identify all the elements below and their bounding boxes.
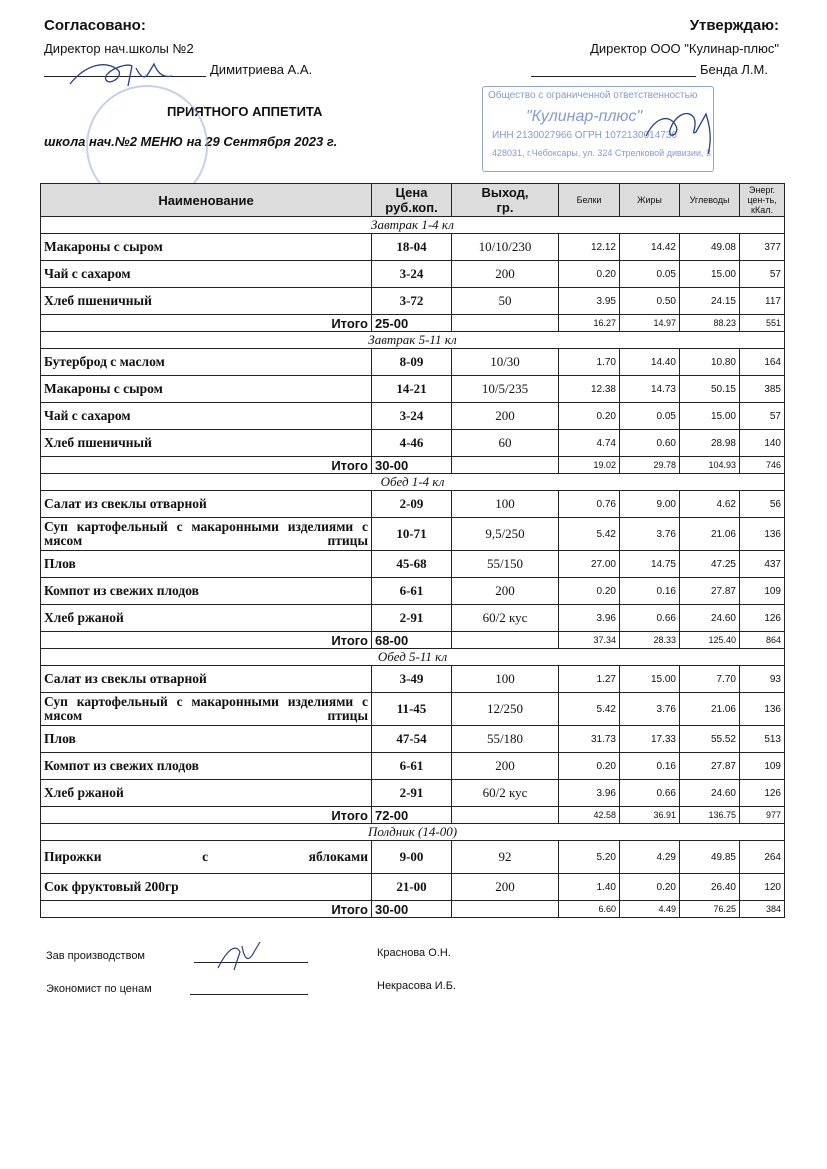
menu-body — [41, 217, 785, 918]
dish-fat: 0.50 — [620, 288, 680, 315]
total-carbs: 76.25 — [680, 901, 740, 918]
dish-price: 10-71 — [372, 518, 452, 551]
dish-output: 55/150 — [452, 551, 559, 578]
menu-title: школа нач.№2 МЕНЮ на 29 Сентября 2023 г. — [44, 134, 338, 149]
dish-output: 100 — [452, 666, 559, 693]
dish-protein: 5.20 — [559, 841, 620, 874]
table-row — [41, 578, 785, 605]
total-fat: 28.33 — [620, 632, 680, 649]
table-row — [41, 666, 785, 693]
dish-name: Суп картофельный с макаронными изделиями с мясом птицы — [41, 518, 372, 551]
dish-price: 2-91 — [372, 605, 452, 632]
dish-price: 21-00 — [372, 874, 452, 901]
dish-energy: 109 — [740, 753, 785, 780]
dish-name: Хлеб ржаной — [41, 780, 372, 807]
total-row — [41, 901, 785, 918]
dish-fat: 14.75 — [620, 551, 680, 578]
dish-name: Салат из свеклы отварной — [41, 666, 372, 693]
dish-output: 60 — [452, 430, 559, 457]
dish-name: Чай с сахаром — [41, 261, 372, 288]
dish-output: 50 — [452, 288, 559, 315]
dish-carbs: 15.00 — [680, 403, 740, 430]
dish-fat: 0.16 — [620, 753, 680, 780]
dish-name: Салат из свеклы отварной — [41, 491, 372, 518]
dish-protein: 3.96 — [559, 780, 620, 807]
dish-name: Пирожки с яблоками — [41, 841, 372, 874]
dish-name: Плов — [41, 726, 372, 753]
dish-output: 12/250 — [452, 693, 559, 726]
total-protein: 6.60 — [559, 901, 620, 918]
dish-name: Макароны с сыром — [41, 376, 372, 403]
dish-energy: 56 — [740, 491, 785, 518]
dish-energy: 136 — [740, 518, 785, 551]
dish-energy: 57 — [740, 261, 785, 288]
dish-carbs: 50.15 — [680, 376, 740, 403]
dish-output: 10/10/230 — [452, 234, 559, 261]
table-row — [41, 605, 785, 632]
total-price: 30-00 — [372, 901, 452, 918]
dish-fat: 0.66 — [620, 780, 680, 807]
dish-fat: 9.00 — [620, 491, 680, 518]
dish-output: 200 — [452, 403, 559, 430]
dish-price: 45-68 — [372, 551, 452, 578]
dish-output: 100 — [452, 491, 559, 518]
dish-protein: 12.38 — [559, 376, 620, 403]
section-title: Полдник (14-00) — [41, 824, 785, 841]
total-output — [452, 632, 559, 649]
total-price: 72-00 — [372, 807, 452, 824]
dish-carbs: 24.15 — [680, 288, 740, 315]
economist-signature-line — [190, 994, 308, 995]
dish-protein: 0.20 — [559, 261, 620, 288]
dish-energy: 126 — [740, 780, 785, 807]
confirm-role: Директор ООО "Кулинар-плюс" — [590, 41, 779, 56]
total-row — [41, 315, 785, 332]
total-energy: 384 — [740, 901, 785, 918]
dish-fat: 0.16 — [620, 578, 680, 605]
total-fat: 14.97 — [620, 315, 680, 332]
dish-name: Компот из свежих плодов — [41, 578, 372, 605]
dish-price: 3-49 — [372, 666, 452, 693]
dish-protein: 0.20 — [559, 578, 620, 605]
dish-fat: 0.66 — [620, 605, 680, 632]
table-row — [41, 261, 785, 288]
table-row — [41, 491, 785, 518]
dish-price: 47-54 — [372, 726, 452, 753]
dish-carbs: 55.52 — [680, 726, 740, 753]
dish-protein: 3.95 — [559, 288, 620, 315]
table-row — [41, 753, 785, 780]
stamp-line-2: "Кулинар-плюс" — [526, 108, 643, 125]
dish-carbs: 24.60 — [680, 780, 740, 807]
total-protein: 37.34 — [559, 632, 620, 649]
dish-energy: 385 — [740, 376, 785, 403]
dish-energy: 513 — [740, 726, 785, 753]
dish-fat: 14.42 — [620, 234, 680, 261]
dish-protein: 1.27 — [559, 666, 620, 693]
dish-protein: 1.40 — [559, 874, 620, 901]
dish-protein: 0.20 — [559, 403, 620, 430]
section-row — [41, 332, 785, 349]
table-row — [41, 288, 785, 315]
dish-carbs: 49.85 — [680, 841, 740, 874]
dish-output: 200 — [452, 753, 559, 780]
dish-fat: 0.60 — [620, 430, 680, 457]
dish-name: Макароны с сыром — [41, 234, 372, 261]
table-row — [41, 518, 785, 551]
dish-carbs: 28.98 — [680, 430, 740, 457]
dish-energy: 164 — [740, 349, 785, 376]
total-price: 30-00 — [372, 457, 452, 474]
total-fat: 29.78 — [620, 457, 680, 474]
table-row — [41, 376, 785, 403]
dish-protein: 1.70 — [559, 349, 620, 376]
dish-carbs: 21.06 — [680, 693, 740, 726]
dish-carbs: 27.87 — [680, 753, 740, 780]
dish-energy: 437 — [740, 551, 785, 578]
table-row — [41, 726, 785, 753]
col-energy: Энерг. цен-ть, кКал. — [740, 184, 785, 217]
section-title: Обед 1-4 кл — [41, 474, 785, 491]
dish-energy: 377 — [740, 234, 785, 261]
dish-name: Суп картофельный с макаронными изделиями с мясом птицы — [41, 693, 372, 726]
dish-price: 4-46 — [372, 430, 452, 457]
dish-carbs: 21.06 — [680, 518, 740, 551]
dish-energy: 136 — [740, 693, 785, 726]
table-row — [41, 234, 785, 261]
dish-protein: 0.20 — [559, 753, 620, 780]
stamp-line-4: 428031, г.Чебоксары, ул. 324 Стрелковой дивизии, 3 — [492, 148, 711, 158]
col-protein: Белки — [559, 184, 620, 217]
menu-table — [40, 183, 785, 918]
total-output — [452, 807, 559, 824]
dish-protein: 0.76 — [559, 491, 620, 518]
dish-fat: 0.20 — [620, 874, 680, 901]
total-label: Итого — [41, 901, 372, 918]
total-carbs: 125.40 — [680, 632, 740, 649]
dish-output: 9,5/250 — [452, 518, 559, 551]
total-label: Итого — [41, 807, 372, 824]
table-row — [41, 430, 785, 457]
dish-carbs: 27.87 — [680, 578, 740, 605]
dish-energy: 57 — [740, 403, 785, 430]
dish-fat: 15.00 — [620, 666, 680, 693]
total-price: 25-00 — [372, 315, 452, 332]
production-head-label: Зав производством — [46, 950, 145, 962]
economist-name: Некрасова И.Б. — [377, 980, 456, 992]
dish-energy: 126 — [740, 605, 785, 632]
dish-output: 200 — [452, 874, 559, 901]
total-output — [452, 315, 559, 332]
total-row — [41, 807, 785, 824]
section-row — [41, 824, 785, 841]
col-price: Цена руб.коп. — [372, 184, 452, 217]
dish-name: Хлеб ржаной — [41, 605, 372, 632]
total-protein: 42.58 — [559, 807, 620, 824]
dish-price: 18-04 — [372, 234, 452, 261]
dish-carbs: 7.70 — [680, 666, 740, 693]
dish-price: 11-45 — [372, 693, 452, 726]
dish-name: Сок фруктовый 200гр — [41, 874, 372, 901]
dish-fat: 14.40 — [620, 349, 680, 376]
col-name: Наименование — [41, 184, 372, 217]
approved-name: Димитриева А.А. — [210, 62, 313, 77]
section-title: Завтрак 1-4 кл — [41, 217, 785, 234]
dish-price: 2-09 — [372, 491, 452, 518]
total-output — [452, 901, 559, 918]
dish-protein: 31.73 — [559, 726, 620, 753]
col-carbs: Углеводы — [680, 184, 740, 217]
dish-name: Чай с сахаром — [41, 403, 372, 430]
dish-energy: 117 — [740, 288, 785, 315]
dish-name: Бутерброд с маслом — [41, 349, 372, 376]
dish-name: Хлеб пшеничный — [41, 288, 372, 315]
dish-carbs: 10.80 — [680, 349, 740, 376]
dish-price: 3-24 — [372, 403, 452, 430]
dish-output: 200 — [452, 578, 559, 605]
dish-protein: 5.42 — [559, 693, 620, 726]
total-row — [41, 457, 785, 474]
dish-carbs: 47.25 — [680, 551, 740, 578]
dish-price: 6-61 — [372, 578, 452, 605]
dish-output: 60/2 кус — [452, 605, 559, 632]
dish-energy: 109 — [740, 578, 785, 605]
confirm-title: Утверждаю: — [689, 17, 779, 34]
section-row — [41, 474, 785, 491]
table-row — [41, 349, 785, 376]
dish-price: 3-24 — [372, 261, 452, 288]
dish-protein: 3.96 — [559, 605, 620, 632]
total-protein: 19.02 — [559, 457, 620, 474]
dish-energy: 264 — [740, 841, 785, 874]
dish-carbs: 26.40 — [680, 874, 740, 901]
dish-energy: 140 — [740, 430, 785, 457]
table-header-row — [41, 184, 785, 217]
dish-price: 2-91 — [372, 780, 452, 807]
dish-output: 10/5/235 — [452, 376, 559, 403]
total-label: Итого — [41, 632, 372, 649]
total-energy: 746 — [740, 457, 785, 474]
economist-label: Экономист по ценам — [46, 983, 152, 995]
dish-name: Компот из свежих плодов — [41, 753, 372, 780]
dish-output: 55/180 — [452, 726, 559, 753]
dish-fat: 3.76 — [620, 518, 680, 551]
total-carbs: 88.23 — [680, 315, 740, 332]
total-energy: 864 — [740, 632, 785, 649]
approved-title: Согласовано: — [44, 17, 146, 34]
dish-output: 92 — [452, 841, 559, 874]
dish-fat: 3.76 — [620, 693, 680, 726]
total-fat: 36.91 — [620, 807, 680, 824]
total-fat: 4.49 — [620, 901, 680, 918]
dish-protein: 4.74 — [559, 430, 620, 457]
dish-protein: 27.00 — [559, 551, 620, 578]
total-carbs: 104.93 — [680, 457, 740, 474]
dish-price: 3-72 — [372, 288, 452, 315]
stamp-line-1: Общество с ограниченной ответственностью — [488, 90, 698, 101]
dish-name: Хлеб пшеничный — [41, 430, 372, 457]
production-head-name: Краснова О.Н. — [377, 947, 451, 959]
table-row — [41, 403, 785, 430]
total-label: Итого — [41, 457, 372, 474]
total-label: Итого — [41, 315, 372, 332]
dish-energy: 120 — [740, 874, 785, 901]
total-price: 68-00 — [372, 632, 452, 649]
table-row — [41, 780, 785, 807]
col-out: Выход, гр. — [452, 184, 559, 217]
dish-carbs: 24.60 — [680, 605, 740, 632]
section-title: Завтрак 5-11 кл — [41, 332, 785, 349]
dish-carbs: 4.62 — [680, 491, 740, 518]
total-carbs: 136.75 — [680, 807, 740, 824]
table-row — [41, 841, 785, 874]
dish-fat: 0.05 — [620, 261, 680, 288]
dish-price: 9-00 — [372, 841, 452, 874]
table-row — [41, 874, 785, 901]
dish-price: 14-21 — [372, 376, 452, 403]
table-row — [41, 551, 785, 578]
confirm-name: Бенда Л.М. — [700, 62, 768, 77]
table-row — [41, 693, 785, 726]
dish-price: 6-61 — [372, 753, 452, 780]
dish-name: Плов — [41, 551, 372, 578]
dish-output: 60/2 кус — [452, 780, 559, 807]
col-fat: Жиры — [620, 184, 680, 217]
confirm-signature-line — [531, 76, 696, 77]
dish-fat: 14.73 — [620, 376, 680, 403]
total-row — [41, 632, 785, 649]
total-protein: 16.27 — [559, 315, 620, 332]
dish-fat: 4.29 — [620, 841, 680, 874]
dish-output: 10/30 — [452, 349, 559, 376]
total-energy: 977 — [740, 807, 785, 824]
dish-energy: 93 — [740, 666, 785, 693]
total-energy: 551 — [740, 315, 785, 332]
dish-carbs: 49.08 — [680, 234, 740, 261]
dish-fat: 17.33 — [620, 726, 680, 753]
dish-protein: 5.42 — [559, 518, 620, 551]
production-signature — [214, 938, 274, 974]
bon-appetit-heading: ПРИЯТНОГО АППЕТИТА — [167, 104, 323, 119]
confirm-signature — [640, 96, 720, 166]
stamp-line-3: ИНН 2130027966 ОГРН 1072130014736 — [492, 130, 677, 141]
dish-protein: 12.12 — [559, 234, 620, 261]
dish-price: 8-09 — [372, 349, 452, 376]
dish-output: 200 — [452, 261, 559, 288]
approved-role: Директор нач.школы №2 — [44, 41, 194, 56]
total-output — [452, 457, 559, 474]
dish-carbs: 15.00 — [680, 261, 740, 288]
section-title: Обед 5-11 кл — [41, 649, 785, 666]
section-row — [41, 649, 785, 666]
section-row — [41, 217, 785, 234]
dish-fat: 0.05 — [620, 403, 680, 430]
